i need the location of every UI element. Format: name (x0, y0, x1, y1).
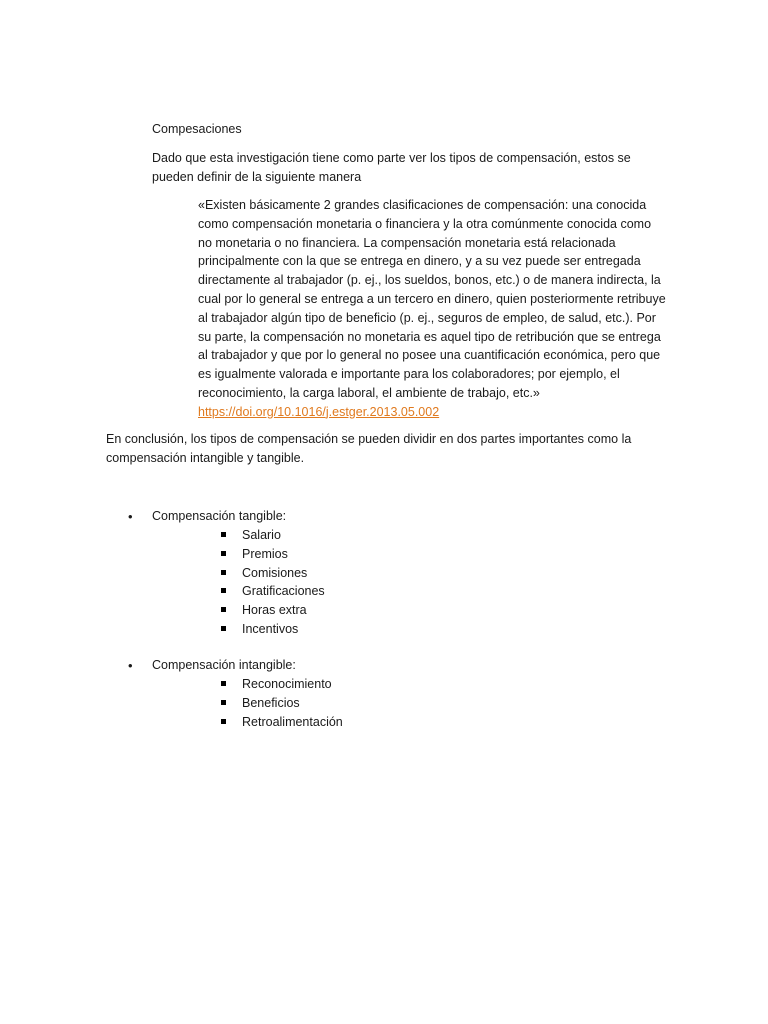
quote-text: «Existen básicamente 2 grandes clasificaciones de compensación: una conocida como compensación monetaria o financiera y la otra comúnmente conocida como no monetaria o no financiera. La compensación monetaria está relacionada principalmente con la que se entrega en dinero, y a su vez puede ser entregada directamente al trabajador (p. ej., los sueldos, bonos, etc.) o de manera indirecta, la cual por lo general se entrega a un tercero en dinero, quien posteriormente retribuye al trabajador algún tipo de beneficio (p. ej., seguros de empleo, de salud, etc.). Por su parte, la compensación no monetaria es aquel tipo de retribución que se entrega al trabajador y que por lo general no posee una cuantificación económica, pero que es igualmente valorada e importante para los colaboradores; por ejemplo, el reconocimiento, la carga laboral, el ambiente de trabajo, etc.» (198, 198, 666, 400)
square-bullet-icon (221, 626, 226, 631)
block-quote (198, 196, 668, 422)
list-item-text: Gratificaciones (242, 584, 325, 599)
list-item-text: Retroalimentación (242, 714, 343, 729)
list-item (0, 564, 768, 583)
list-item-text: Horas extra (242, 603, 307, 618)
tangible-list (0, 526, 768, 639)
list-item (0, 694, 768, 713)
list-item-text: Incentivos (242, 621, 299, 636)
tangible-label: Compensación tangible: (152, 509, 287, 523)
tangible-header (0, 507, 768, 526)
list-item (0, 713, 768, 732)
intangible-list (0, 675, 768, 731)
doi-link[interactable]: https://doi.org/10.1016/j.estger.2013.05.002 (198, 404, 440, 419)
list-item (0, 601, 768, 620)
list-item-text: Premios (242, 546, 288, 561)
list-item (0, 526, 768, 545)
square-bullet-icon (221, 532, 226, 537)
square-bullet-icon (221, 700, 226, 705)
tangible-group (0, 507, 768, 639)
bullet-icon: • (128, 509, 133, 524)
intro-paragraph: Dado que esta investigación tiene como parte ver los tipos de compensación, estos se pueden definir de la siguiente manera (152, 151, 631, 184)
intangible-header (0, 656, 768, 675)
list-item (0, 545, 768, 564)
square-bullet-icon (221, 588, 226, 593)
list-item-text: Reconocimiento (242, 677, 332, 691)
list-item-text: Salario (242, 528, 281, 542)
intangible-label: Compensación intangible: (152, 658, 296, 672)
square-bullet-icon (221, 681, 226, 686)
square-bullet-icon (221, 719, 226, 724)
list-item (0, 675, 768, 694)
bullet-icon: • (128, 658, 133, 673)
list-item (0, 582, 768, 601)
list-item-text: Comisiones (242, 565, 308, 580)
list-item-text: Beneficios (242, 695, 300, 710)
conclusion-paragraph: En conclusión, los tipos de compensación se pueden dividir en dos partes importantes como la compensación intangible y tangible. (106, 432, 632, 465)
section-heading: Compesaciones (152, 122, 242, 136)
square-bullet-icon (221, 607, 226, 612)
intangible-group (0, 656, 768, 731)
square-bullet-icon (221, 551, 226, 556)
square-bullet-icon (221, 570, 226, 575)
list-item (0, 620, 768, 639)
